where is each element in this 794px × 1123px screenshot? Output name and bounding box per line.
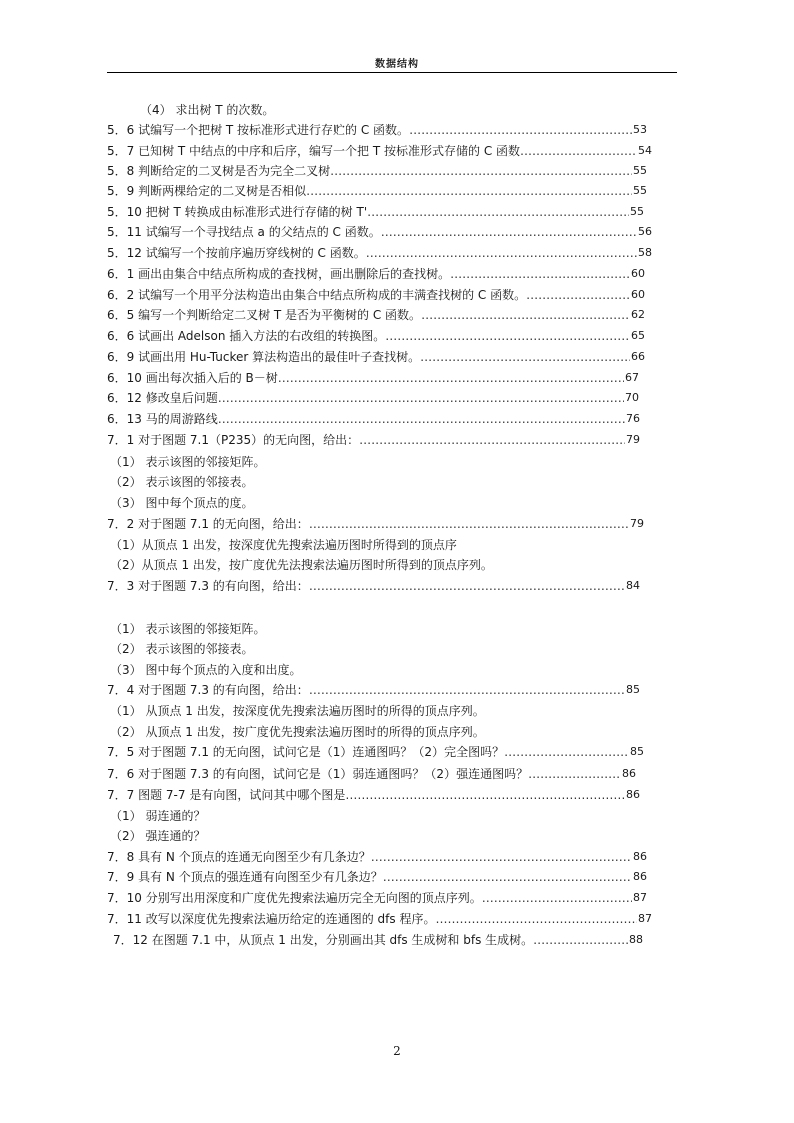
toc-entry-page: 65 <box>631 329 645 342</box>
toc-entry-page: 58 <box>638 246 652 259</box>
toc-entry <box>107 576 640 596</box>
dot-leader <box>520 141 637 161</box>
toc-entry-page: 53 <box>633 123 647 136</box>
dot-leader <box>504 742 629 762</box>
toc-entry-text: 7．6 对于图题 7.3 的有向图，试问它是（1）弱连通图吗？（2）强连通图吗？ <box>107 767 529 781</box>
toc-entry <box>110 535 457 555</box>
toc-entry-text: 7．9 具有 N 个顶点的强连通有向图至少有几条边？ <box>107 870 383 884</box>
toc-entry-text: 5．9 判断两棵给定的二叉树是否相似 <box>107 184 307 198</box>
toc-entry-text: 5．6 试编写一个把树 T 按标准形式进行存贮的 C 函数。 <box>107 123 410 137</box>
toc-entry <box>110 493 253 513</box>
toc-entry-text: （2）从顶点 1 出发，按广度优先法搜索法遍历图时所得到的顶点序列。 <box>110 558 493 572</box>
toc-entry-text: （3） 图中每个顶点的度。 <box>110 496 254 510</box>
toc-entry <box>107 141 652 161</box>
page-number: 2 <box>393 1044 401 1058</box>
toc-entry-text: （1） 弱连通的？ <box>110 809 206 823</box>
toc-entry <box>107 264 645 284</box>
toc-entry <box>113 930 643 950</box>
toc-entry-text: 5．11 试编写一个寻找结点 a 的父结点的 C 函数。 <box>107 225 381 239</box>
toc-entry-page: 55 <box>633 184 647 197</box>
toc-entry-page: 67 <box>625 371 639 384</box>
dot-leader <box>385 326 630 346</box>
toc-entry-page: 55 <box>633 164 647 177</box>
toc-entry-page: 85 <box>626 683 640 696</box>
toc-entry-page: 79 <box>630 517 644 530</box>
toc-entry-text: （1） 表示该图的邻接矩阵。 <box>110 622 266 636</box>
toc-entry <box>107 161 647 181</box>
toc-entry <box>110 639 253 659</box>
dot-leader <box>309 680 625 700</box>
toc-entry <box>107 181 647 201</box>
toc-entry-page: 60 <box>631 288 645 301</box>
toc-entry-text: 7．1 对于图题 7.1（P235）的无向图，给出： <box>107 433 360 447</box>
toc-entry-text: 6．6 试画出 Adelson 插入方法的右改组的转换图。 <box>107 329 386 343</box>
dot-leader <box>218 388 624 408</box>
toc-entry <box>110 555 493 575</box>
toc-entry <box>107 785 640 805</box>
toc-entry-page: 70 <box>625 391 639 404</box>
toc-entry-page: 55 <box>630 205 644 218</box>
toc-entry <box>107 888 647 908</box>
dot-leader <box>330 161 632 181</box>
toc-entry <box>107 430 640 450</box>
toc-entry <box>107 285 645 305</box>
toc-entry <box>107 867 647 887</box>
toc-entry-text: 7．10 分别写出用深度和广度优先搜索法遍历完全无向图的顶点序列。 <box>107 891 482 905</box>
dot-leader <box>306 181 632 201</box>
toc-entry <box>107 243 652 263</box>
toc-entry-text: 5．7 已知树 T 中结点的中序和后序，编写一个把 T 按标准形式存储的 C 函数 <box>107 144 521 158</box>
toc-entry <box>110 472 253 492</box>
toc-entry <box>107 409 640 429</box>
toc-entry <box>107 305 645 325</box>
toc-entry-page: 56 <box>638 225 652 238</box>
toc-entry-text: （2） 表示该图的邻接表。 <box>110 475 254 489</box>
toc-entry-page: 86 <box>622 767 636 780</box>
dot-leader <box>435 909 637 929</box>
dot-leader <box>526 285 630 305</box>
toc-entry <box>110 452 265 472</box>
toc-entry-text: 7．5 对于图题 7.1 的无向图，试问它是（1）连通图吗？（2）完全图吗？ <box>107 745 505 759</box>
dot-leader <box>359 430 625 450</box>
toc-entry-text: 7．3 对于图题 7.3 的有向图，给出： <box>107 579 309 593</box>
toc-entry-page: 62 <box>631 308 645 321</box>
toc-entry-page: 87 <box>633 891 647 904</box>
toc-entry <box>107 847 647 867</box>
toc-entry <box>107 514 644 534</box>
dot-leader <box>345 785 625 805</box>
toc-entry-text: 6．1 画出由集合中结点所构成的查找树，画出删除后的查找树。 <box>107 267 451 281</box>
toc-entry-page: 88 <box>629 933 643 946</box>
dot-leader <box>366 243 637 263</box>
toc-entry-text: 5．10 把树 T 转换成由标准形式进行存储的树 T' <box>107 205 368 219</box>
toc-entry-text: 6．2 试编写一个用平分法构造出由集合中结点所构成的丰满查找树的 C 函数。 <box>107 288 527 302</box>
toc-entry-text: （2） 强连通的？ <box>110 829 206 843</box>
toc-entry <box>110 806 205 826</box>
toc-entry-page: 84 <box>626 579 640 592</box>
toc-entry <box>110 619 265 639</box>
dot-leader <box>218 409 625 429</box>
toc-entry <box>107 388 639 408</box>
toc-entry <box>107 326 645 346</box>
toc-entry-text: 7．12 在图题 7.1 中，从顶点 1 出发，分别画出其 dfs 生成树和 bfs 生成树。 <box>113 933 534 947</box>
toc-entry-text: 7．2 对于图题 7.1 的无向图，给出： <box>107 517 309 531</box>
dot-leader <box>533 930 628 950</box>
toc-entry <box>110 722 485 742</box>
toc-entry-text: （2） 表示该图的邻接表。 <box>110 642 254 656</box>
toc-entry <box>110 701 485 721</box>
dot-leader <box>409 120 632 140</box>
dot-leader <box>309 576 625 596</box>
toc-entry <box>107 368 639 388</box>
toc-entry-text: 6．12 修改皇后问题 <box>107 391 218 405</box>
toc-entry-page: 87 <box>638 912 652 925</box>
dot-leader <box>528 764 621 784</box>
toc-entry <box>107 222 652 242</box>
toc-entry-text: 7．8 具有 N 个顶点的连通无向图至少有几条边？ <box>107 850 371 864</box>
toc-entry-page: 86 <box>633 850 647 863</box>
toc-entry-page: 85 <box>630 745 644 758</box>
toc-entry-text: （4） 求出树 T 的次数。 <box>140 103 275 117</box>
toc-entry-text: （2） 从顶点 1 出发，按广度优先搜索法遍历图时的所得的顶点序列。 <box>110 725 485 739</box>
toc-entry-text: （1） 表示该图的邻接矩阵。 <box>110 455 266 469</box>
toc-entry <box>140 100 274 120</box>
toc-entry <box>107 764 636 784</box>
toc-entry-page: 86 <box>626 788 640 801</box>
dot-leader <box>381 222 637 242</box>
toc-entry-text: 6．5 编写一个判断给定二叉树 T 是否为平衡树的 C 函数。 <box>107 308 422 322</box>
toc-entry-text: 6．9 试画出用 Hu-Tucker 算法构造出的最佳叶子查找树。 <box>107 350 421 364</box>
toc-entry-text: 6．10 画出每次插入后的 B－树 <box>107 371 278 385</box>
header-rule <box>107 72 677 73</box>
header-title: 数据结构 <box>375 59 419 70</box>
toc-entry-text: 5．12 试编写一个按前序遍历穿线树的 C 函数。 <box>107 246 366 260</box>
dot-leader <box>450 264 630 284</box>
toc-entry <box>107 909 652 929</box>
toc-entry <box>107 347 645 367</box>
toc-entry-text: （3） 图中每个顶点的入度和出度。 <box>110 663 302 677</box>
toc-entry <box>110 826 205 846</box>
toc-entry-page: 60 <box>631 267 645 280</box>
toc-entry-page: 86 <box>633 870 647 883</box>
dot-leader <box>482 888 632 908</box>
toc-entry-text: 5．8 判断给定的二叉树是否为完全二叉树 <box>107 164 331 178</box>
dot-leader <box>309 514 629 534</box>
toc-entry-text: （1） 从顶点 1 出发，按深度优先搜索法遍历图时的所得的顶点序列。 <box>110 704 485 718</box>
toc-entry <box>107 742 644 762</box>
toc-entry-page: 66 <box>631 350 645 363</box>
dot-leader <box>383 867 632 887</box>
dot-leader <box>421 305 630 325</box>
toc-entry <box>110 660 301 680</box>
toc-entry-text: 7．7 图题 7-7 是有向图，试问其中哪个图是 <box>107 788 346 802</box>
toc-entry <box>107 120 647 140</box>
toc-entry <box>107 680 640 700</box>
toc-entry <box>107 202 644 222</box>
toc-entry-text: 7．4 对于图题 7.3 的有向图，给出： <box>107 683 309 697</box>
toc-entry-text: 6．13 马的周游路线 <box>107 412 218 426</box>
dot-leader <box>371 847 632 867</box>
dot-leader <box>367 202 629 222</box>
dot-leader <box>420 347 630 367</box>
toc-entry-text: （1）从顶点 1 出发，按深度优先搜索法遍历图时所得到的顶点序 <box>110 538 457 552</box>
toc-entry-text: 7．11 改写以深度优先搜索法遍历给定的连通图的 dfs 程序。 <box>107 912 436 926</box>
toc-entry-page: 54 <box>638 144 652 157</box>
dot-leader <box>278 368 624 388</box>
toc-entry-page: 79 <box>626 433 640 446</box>
toc-entry-page: 76 <box>626 412 640 425</box>
